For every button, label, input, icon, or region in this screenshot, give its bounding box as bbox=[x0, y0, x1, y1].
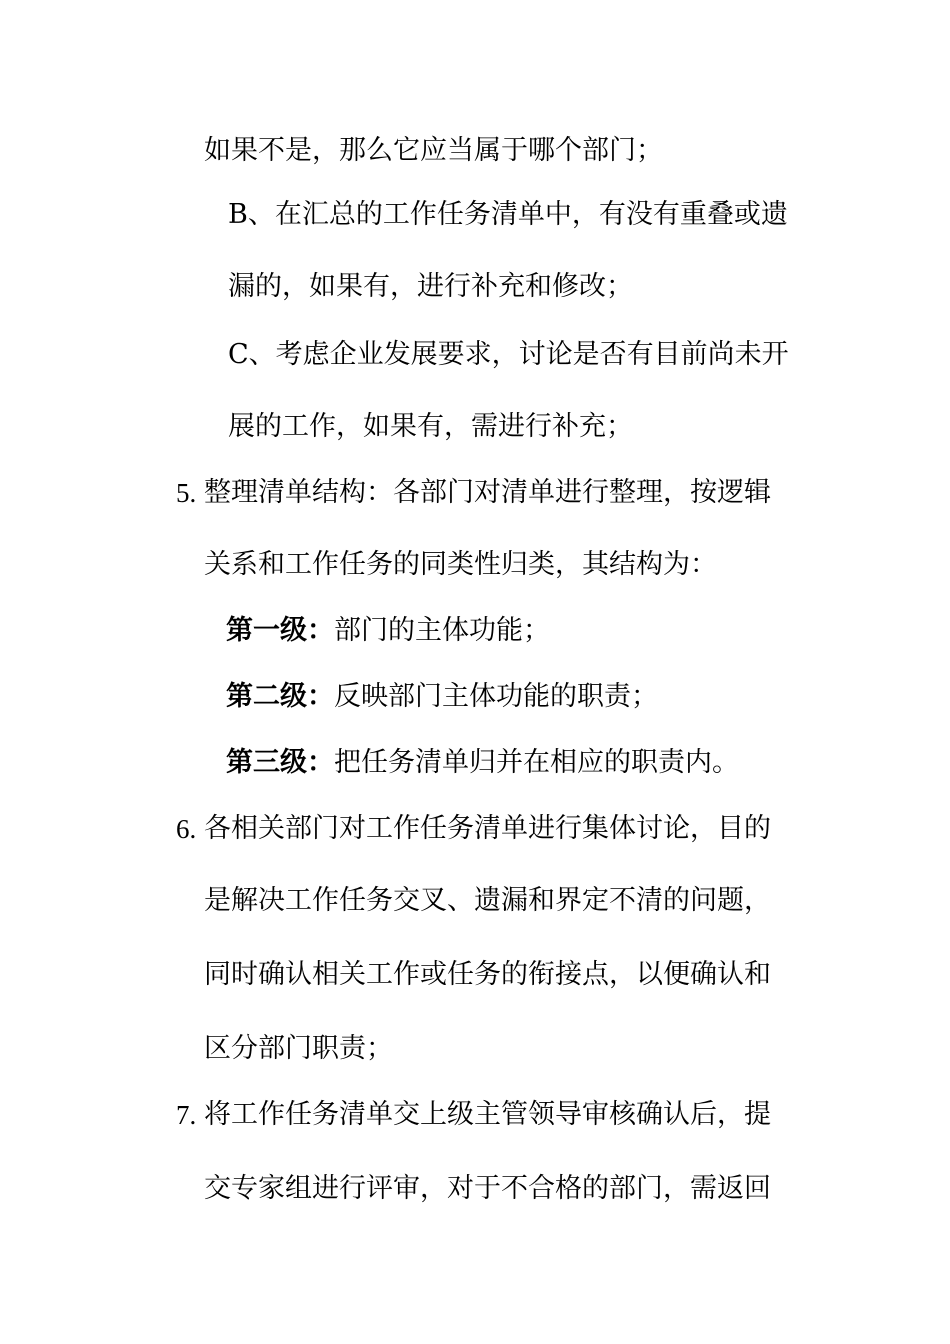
item6-line2: 是解决工作任务交叉、遗漏和界定不清的问题， bbox=[204, 885, 771, 916]
level3-row bbox=[226, 746, 739, 780]
level1-label: 第一级： bbox=[226, 615, 334, 646]
item4-continuation: 如果不是，那么它应当属于哪个部门； bbox=[204, 135, 663, 166]
level3-label: 第三级： bbox=[226, 747, 334, 778]
level3-text: 把任务清单归并在相应的职责内。 bbox=[334, 747, 739, 778]
level2-row bbox=[226, 680, 658, 714]
item7-line2: 交专家组进行评审，对于不合格的部门，需返回 bbox=[204, 1173, 771, 1204]
item7-line1: 将工作任务清单交上级主管领导审核确认后，提 bbox=[204, 1099, 771, 1130]
item5-line1: 整理清单结构：各部门对清单进行整理，按逻辑 bbox=[204, 477, 771, 508]
item5-number: 5. bbox=[176, 478, 197, 508]
level2-label: 第二级： bbox=[226, 681, 334, 712]
item6-line1: 各相关部门对工作任务清单进行集体讨论，目的 bbox=[204, 813, 771, 844]
item6-line4: 区分部门职责； bbox=[204, 1033, 393, 1064]
sub-item-b-line2: 漏的，如果有，进行补充和修改； bbox=[228, 271, 633, 302]
sub-item-c-line1: C、考虑企业发展要求，讨论是否有目前尚未开 bbox=[228, 339, 789, 370]
item7-number: 7. bbox=[176, 1100, 197, 1130]
item6-line3: 同时确认相关工作或任务的衔接点，以便确认和 bbox=[204, 959, 771, 990]
item5-line2: 关系和工作任务的同类性归类，其结构为： bbox=[204, 549, 717, 580]
level1-row bbox=[226, 614, 550, 648]
level1-text: 部门的主体功能； bbox=[334, 615, 550, 646]
sub-item-b-line1: B、在汇总的工作任务清单中，有没有重叠或遗 bbox=[228, 199, 788, 230]
level2-text: 反映部门主体功能的职责； bbox=[334, 681, 658, 712]
sub-item-c-line2: 展的工作，如果有，需进行补充； bbox=[228, 411, 633, 442]
item6-number: 6. bbox=[176, 814, 197, 844]
